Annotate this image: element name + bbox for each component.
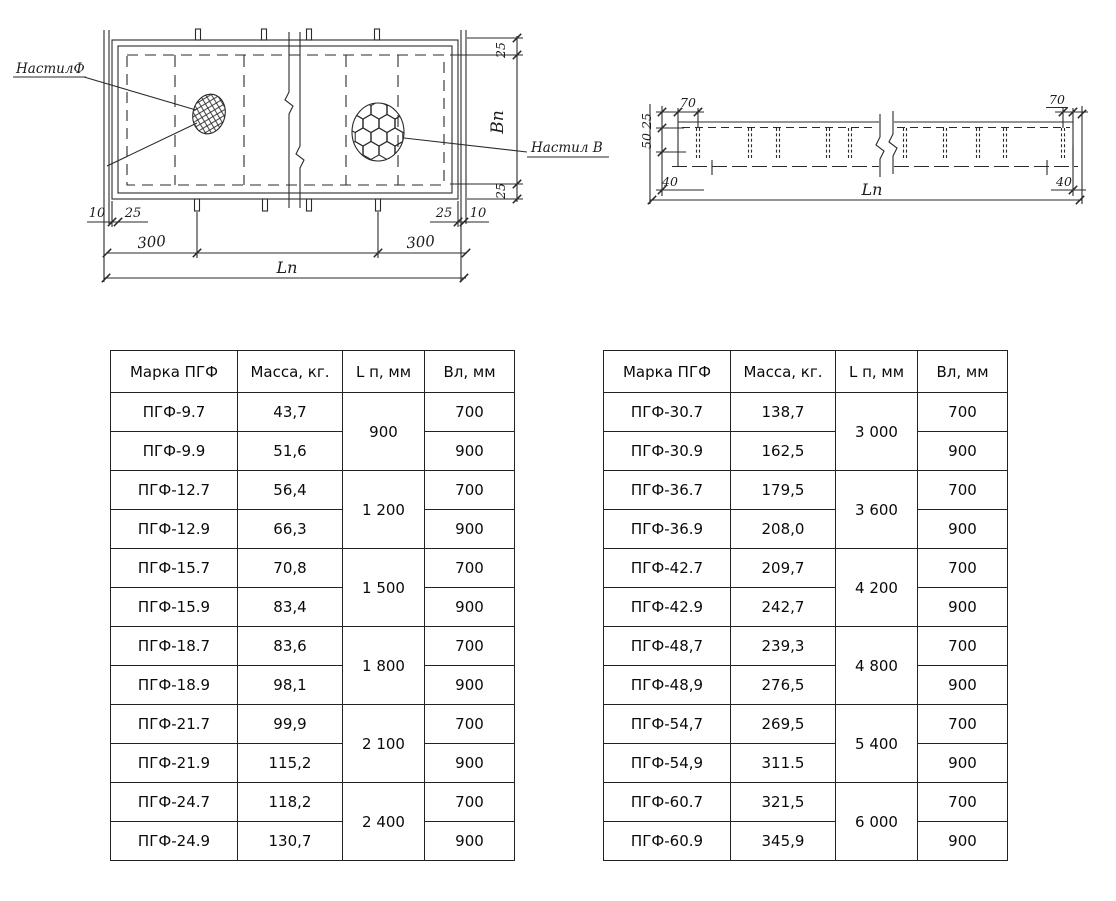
dim-edge-offsets-group [87, 201, 489, 227]
cell-mark: ПГФ-9.7 [111, 393, 238, 432]
header-mass: Масса, кг. [238, 351, 343, 393]
cell-bl: 900 [918, 510, 1008, 549]
cell-bl: 900 [425, 588, 515, 627]
cell-mark: ПГФ-42.9 [604, 588, 731, 627]
table-row [604, 822, 1008, 861]
cell-mark: ПГФ-12.9 [111, 510, 238, 549]
table-row [111, 705, 515, 744]
table-row [111, 471, 515, 510]
cell-mass: 83,4 [238, 588, 343, 627]
cell-lp: 5 400 [836, 705, 918, 783]
table-row [111, 783, 515, 822]
table-row [111, 432, 515, 471]
cell-mark: ПГФ-21.7 [111, 705, 238, 744]
cell-bl: 700 [425, 705, 515, 744]
header-mark: Марка ПГФ [604, 351, 731, 393]
table-row [111, 744, 515, 783]
dim-label-25-section: 25 [639, 113, 654, 129]
cell-mass: 345,9 [731, 822, 836, 861]
cell-mark: ПГФ-60.7 [604, 783, 731, 822]
cell-mass: 56,4 [238, 471, 343, 510]
cell-mark: ПГФ-24.9 [111, 822, 238, 861]
cell-bl: 900 [918, 822, 1008, 861]
cell-bl: 900 [425, 666, 515, 705]
dim-label-25-right: 25 [435, 206, 453, 221]
dim-label-lp-section: Lп [861, 180, 883, 199]
cell-mark: ПГФ-54,7 [604, 705, 731, 744]
table-row [604, 510, 1008, 549]
cell-mass: 208,0 [731, 510, 836, 549]
dim-label-40-right: 40 [1056, 174, 1072, 189]
spec-table-right [603, 350, 1008, 861]
cell-mark: ПГФ-36.9 [604, 510, 731, 549]
table-row [604, 744, 1008, 783]
table-row [111, 393, 515, 432]
dim-label-25-top: 25 [493, 42, 508, 58]
table-row [111, 822, 515, 861]
cell-mark: ПГФ-24.7 [111, 783, 238, 822]
deck-v-hatch [347, 101, 411, 161]
cell-mass: 43,7 [238, 393, 343, 432]
table-row [111, 510, 515, 549]
table-row [604, 666, 1008, 705]
cell-mass: 162,5 [731, 432, 836, 471]
cell-mass: 209,7 [731, 549, 836, 588]
header-lp: L п, мм [836, 351, 918, 393]
cell-bl: 700 [918, 393, 1008, 432]
cell-lp: 1 800 [343, 627, 425, 705]
dim-label-70-right: 70 [1049, 92, 1065, 107]
cell-mass: 70,8 [238, 549, 343, 588]
cell-mass: 51,6 [238, 432, 343, 471]
cell-mass: 321,5 [731, 783, 836, 822]
cell-lp: 4 800 [836, 627, 918, 705]
cell-mark: ПГФ-30.9 [604, 432, 731, 471]
cell-mark: ПГФ-48,9 [604, 666, 731, 705]
cell-lp: 2 400 [343, 783, 425, 861]
cell-mass: 99,9 [238, 705, 343, 744]
cell-bl: 700 [425, 783, 515, 822]
cell-bl: 900 [425, 510, 515, 549]
cell-mass: 130,7 [238, 822, 343, 861]
cell-lp: 4 200 [836, 549, 918, 627]
cell-mark: ПГФ-36.7 [604, 471, 731, 510]
cell-lp: 900 [343, 393, 425, 471]
table-header-row [604, 351, 1008, 393]
cell-mark: ПГФ-54,9 [604, 744, 731, 783]
cell-bl: 900 [425, 432, 515, 471]
cell-bl: 700 [425, 393, 515, 432]
cell-lp: 2 100 [343, 705, 425, 783]
cell-bl: 900 [918, 666, 1008, 705]
cell-bl: 700 [918, 627, 1008, 666]
deck-f-hatch [189, 91, 230, 138]
dim-label-10-left: 10 [88, 206, 106, 221]
cell-bl: 700 [918, 549, 1008, 588]
cell-mass: 242,7 [731, 588, 836, 627]
table-row [604, 783, 1008, 822]
cell-bl: 900 [918, 432, 1008, 471]
table-row [111, 588, 515, 627]
cell-bl: 700 [425, 549, 515, 588]
section-view-drawing [600, 88, 1116, 208]
table-row [111, 627, 515, 666]
dim-label-300-right: 300 [405, 231, 436, 253]
cell-mark: ПГФ-12.7 [111, 471, 238, 510]
table-row [604, 627, 1008, 666]
cell-mark: ПГФ-60.9 [604, 822, 731, 861]
table-row [604, 432, 1008, 471]
label-nastil-f: НастилФ [16, 61, 85, 77]
cell-lp: 1 200 [343, 471, 425, 549]
cell-bl: 700 [425, 471, 515, 510]
cell-mass: 115,2 [238, 744, 343, 783]
cell-mark: ПГФ-9.9 [111, 432, 238, 471]
dim-label-70-left: 70 [680, 95, 696, 110]
cell-bl: 700 [918, 783, 1008, 822]
header-bl: Вл, мм [425, 351, 515, 393]
label-nastil-v: Настил В [531, 140, 603, 156]
cell-lp: 3 600 [836, 471, 918, 549]
dim-label-40-left: 40 [662, 174, 678, 189]
dim-label-50-section: 50 [639, 133, 654, 149]
table-row [604, 705, 1008, 744]
cell-bl: 700 [918, 705, 1008, 744]
cell-mark: ПГФ-18.7 [111, 627, 238, 666]
cell-mark: ПГФ-15.9 [111, 588, 238, 627]
cell-bl: 900 [918, 588, 1008, 627]
cell-mass: 118,2 [238, 783, 343, 822]
cell-lp: 6 000 [836, 783, 918, 861]
dim-label-10-right: 10 [469, 206, 487, 221]
cell-lp: 1 500 [343, 549, 425, 627]
header-mass: Масса, кг. [731, 351, 836, 393]
dim-label-25-left: 25 [124, 206, 142, 221]
cell-mark: ПГФ-21.9 [111, 744, 238, 783]
cell-mass: 179,5 [731, 471, 836, 510]
cell-mass: 276,5 [731, 666, 836, 705]
header-lp: L п, мм [343, 351, 425, 393]
spec-table-left [110, 350, 515, 861]
cell-bl: 900 [425, 822, 515, 861]
cell-mass: 83,6 [238, 627, 343, 666]
header-mark: Марка ПГФ [111, 351, 238, 393]
section-dims-right-group [1046, 106, 1088, 204]
cell-bl: 700 [425, 627, 515, 666]
section-dims-left-group [650, 104, 704, 204]
cell-bl: 700 [918, 471, 1008, 510]
table-row [111, 549, 515, 588]
cell-mass: 239,3 [731, 627, 836, 666]
cell-lp: 3 000 [836, 393, 918, 471]
cell-mass: 98,1 [238, 666, 343, 705]
cell-mass: 311.5 [731, 744, 836, 783]
cell-mark: ПГФ-42.7 [604, 549, 731, 588]
dim-label-25-bottom: 25 [493, 183, 508, 199]
cell-mark: ПГФ-48,7 [604, 627, 731, 666]
table-row [111, 666, 515, 705]
table-row [604, 549, 1008, 588]
cell-mark: ПГФ-15.7 [111, 549, 238, 588]
table-row [604, 471, 1008, 510]
cell-mass: 66,3 [238, 510, 343, 549]
cell-mark: ПГФ-30.7 [604, 393, 731, 432]
dim-label-bp: Вп [488, 110, 508, 134]
plan-view-drawing [0, 22, 615, 288]
table-row [604, 588, 1008, 627]
table-header-row [111, 351, 515, 393]
cell-bl: 900 [425, 744, 515, 783]
cell-bl: 900 [918, 744, 1008, 783]
panel-section-outline [672, 111, 1078, 177]
header-bl: Вл, мм [918, 351, 1008, 393]
cell-mark: ПГФ-18.9 [111, 666, 238, 705]
leader-lines [13, 77, 609, 166]
table-row [604, 393, 1008, 432]
dim-label-lp-plan: Lп [276, 258, 298, 277]
cell-mass: 138,7 [731, 393, 836, 432]
cell-mass: 269,5 [731, 705, 836, 744]
dim-label-300-left: 300 [136, 231, 167, 253]
